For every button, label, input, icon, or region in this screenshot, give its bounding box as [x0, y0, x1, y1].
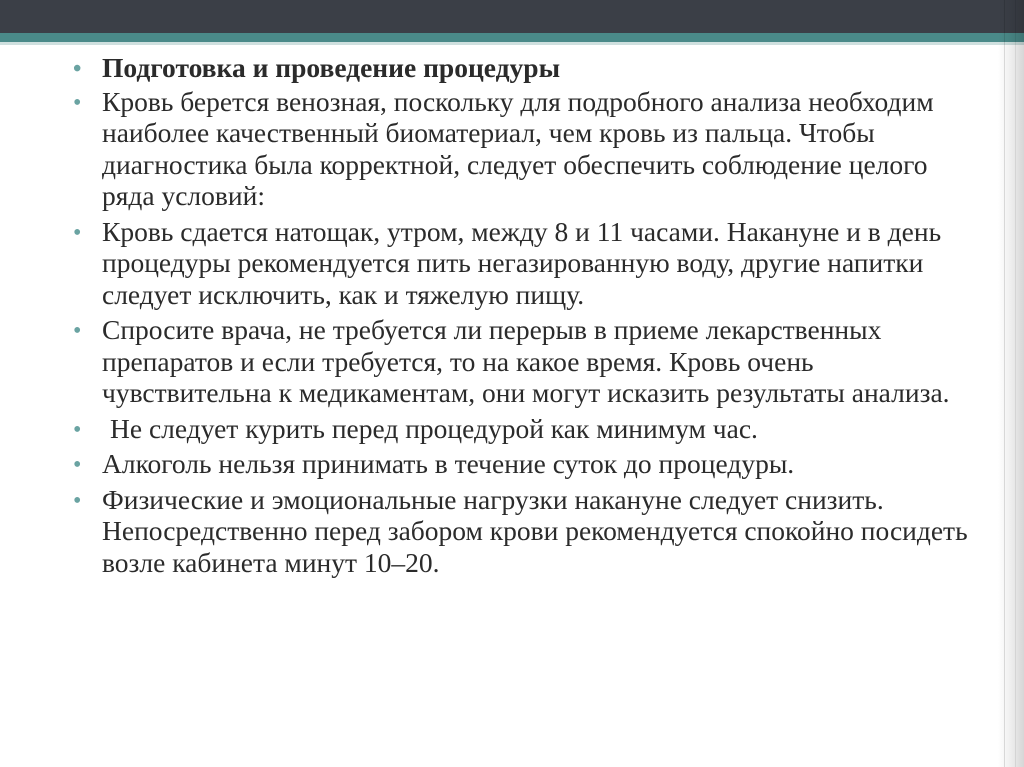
bullet-text: Физические и эмоциональные нагрузки накануне следует снизить. Непосредственно перед забором крови рекомендуется спокойно посидеть возле кабинета минут 10–20.	[102, 483, 968, 578]
accent-stripe	[0, 33, 1024, 42]
bullet-icon: •	[73, 416, 82, 443]
page-edge-lines	[1004, 0, 1016, 767]
list-item	[72, 413, 972, 445]
header-band	[0, 0, 1024, 33]
bullet-icon: •	[73, 452, 82, 478]
list-item	[72, 314, 972, 409]
bullet-icon: •	[73, 219, 82, 246]
list-item	[72, 484, 972, 579]
list-item	[72, 448, 972, 480]
list-item	[72, 216, 972, 311]
bullet-text: Кровь берется венозная, поскольку для подробного анализа необходим наиболее качественный биоматериал, чем кровь из пальца. Чтобы диагностика была корректной, следует обеспечить соблюдение целого ряда условий:	[102, 85, 934, 211]
list-item-heading	[72, 52, 972, 84]
accent-stripe-light	[0, 42, 1024, 45]
slide-heading: Подготовка и проведение процедуры	[102, 52, 561, 83]
bullet-list	[72, 52, 972, 578]
bullet-icon: •	[73, 89, 82, 116]
bullet-icon: •	[73, 318, 82, 344]
bullet-icon: •	[73, 487, 82, 514]
bullet-icon: •	[73, 56, 82, 82]
bullet-text: Алкоголь нельзя принимать в течение суток до процедуры.	[102, 448, 795, 479]
slide-content	[72, 52, 972, 582]
bullet-text: Не следует курить перед процедурой как минимум час.	[110, 412, 758, 444]
list-item	[72, 86, 972, 212]
bullet-text: Спросите врача, не требуется ли перерыв в приеме лекарственных препаратов и если требуется, то на какое время. Кровь очень чувствительна к медикаментам, они могут исказить результаты анализа.	[102, 314, 950, 408]
bullet-text: Кровь сдается натощак, утром, между 8 и 11 часами. Накануне и в день процедуры рекомендуется пить негазированную воду, другие напитки следует исключить, как и тяжелую пищу.	[102, 215, 942, 310]
